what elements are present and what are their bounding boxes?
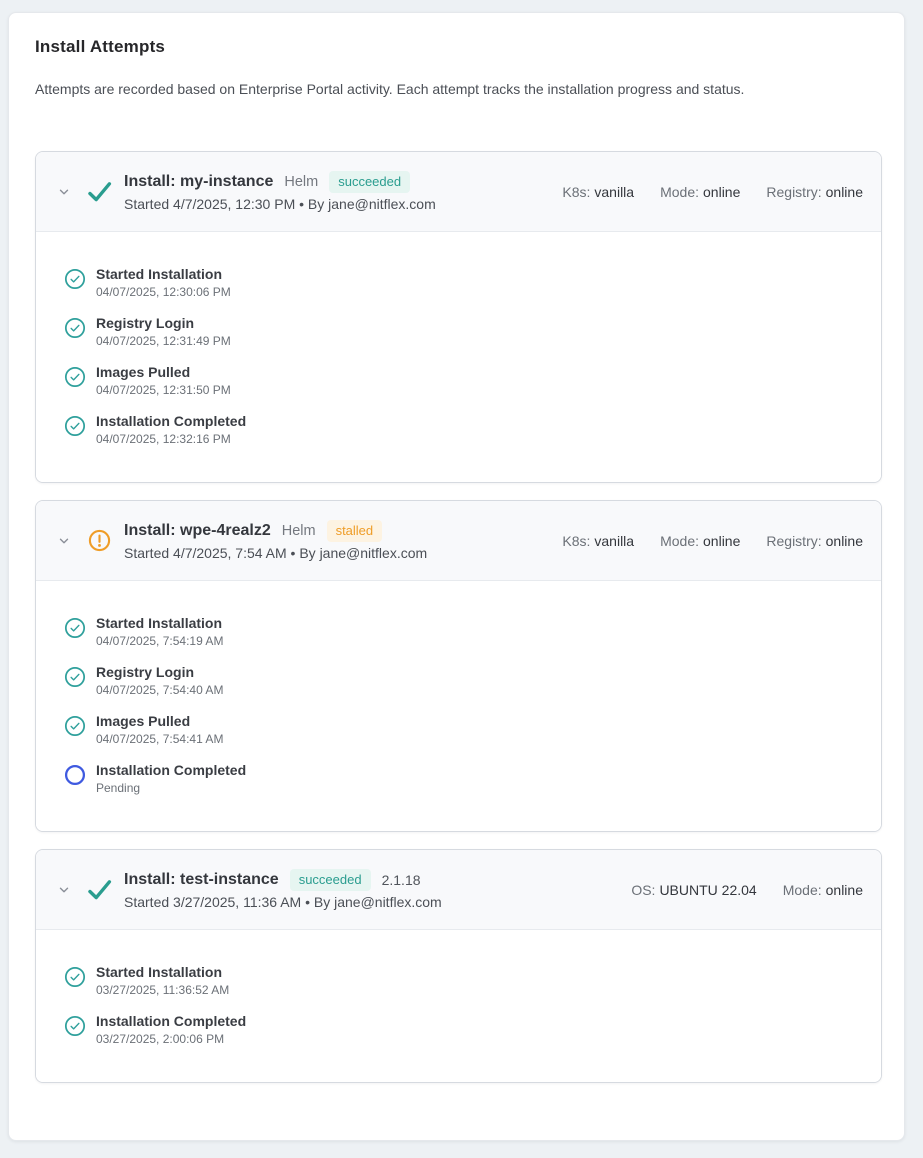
- attempt-header-left: [56, 869, 442, 910]
- step-time: 03/27/2025, 11:36:52 AM: [96, 983, 230, 997]
- attempt-title: Install: wpe-4realz2: [124, 522, 271, 539]
- meta-value: online: [825, 881, 863, 898]
- step-label: Installation Completed: [96, 1013, 247, 1029]
- attempt-method: Helm: [284, 174, 319, 190]
- step-text: [96, 964, 229, 997]
- meta-pair: [562, 184, 634, 200]
- step-time: 03/27/2025, 2:00:06 PM: [96, 1032, 225, 1046]
- step-text: [96, 762, 246, 795]
- timeline-step: [64, 762, 853, 795]
- timeline-step: [64, 713, 853, 746]
- step-label: Started Installation: [96, 266, 223, 282]
- meta-value: online: [825, 532, 863, 549]
- attempt-subtitle: Started 3/27/2025, 11:36 AM • By jane@nitflex.com: [124, 893, 442, 910]
- timeline-step: [64, 413, 853, 446]
- attempt-title-row: [124, 520, 427, 542]
- step-label: Started Installation: [96, 615, 223, 631]
- step-done-icon: [64, 1015, 86, 1037]
- attempt-title-block: [124, 171, 436, 212]
- attempt-title: Install: test-instance: [124, 871, 279, 888]
- attempt-header[interactable]: [36, 501, 881, 581]
- step-label: Started Installation: [96, 964, 223, 980]
- meta-label: Mode:: [660, 183, 700, 200]
- attempt-timeline: [36, 581, 881, 831]
- attempt-header-left: [56, 520, 427, 561]
- chevron-down-icon[interactable]: [56, 882, 72, 898]
- timeline-step: [64, 964, 853, 997]
- meta-label: Registry:: [766, 532, 822, 549]
- step-done-icon: [64, 268, 86, 290]
- install-attempt-card: [35, 849, 882, 1083]
- step-done-icon: [64, 715, 86, 737]
- meta-label: Mode:: [660, 532, 700, 549]
- step-label: Registry Login: [96, 664, 195, 680]
- step-time: 04/07/2025, 12:31:50 PM: [96, 383, 231, 397]
- page-title: Install Attempts: [35, 37, 166, 56]
- meta-label: K8s:: [562, 532, 591, 549]
- step-text: [96, 266, 231, 299]
- check-icon: [85, 876, 113, 904]
- meta-label: OS:: [631, 881, 656, 898]
- step-pending-icon: [64, 764, 86, 786]
- step-done-icon: [64, 666, 86, 688]
- timeline-step: [64, 266, 853, 299]
- step-label: Installation Completed: [96, 413, 247, 429]
- step-text: [96, 664, 223, 697]
- attempt-subtitle: Started 4/7/2025, 12:30 PM • By jane@nitflex.com: [124, 195, 436, 212]
- page-description: Attempts are recorded based on Enterprise Portal activity. Each attempt tracks the installation progress and status.: [35, 81, 745, 97]
- install-attempt-card: [35, 151, 882, 483]
- step-time: 04/07/2025, 7:54:19 AM: [96, 634, 224, 648]
- step-text: [96, 315, 231, 348]
- attempt-title: Install: my-instance: [124, 173, 274, 190]
- meta-label: Registry:: [766, 183, 822, 200]
- status-badge: succeeded: [329, 171, 410, 193]
- step-time: 04/07/2025, 12:32:16 PM: [96, 432, 231, 446]
- attempt-meta: [615, 882, 863, 898]
- attempt-title-row: [124, 869, 442, 891]
- meta-pair: [660, 184, 740, 200]
- step-text: [96, 713, 223, 746]
- step-done-icon: [64, 617, 86, 639]
- step-done-icon: [64, 317, 86, 339]
- chevron-down-icon[interactable]: [56, 533, 72, 549]
- status-badge: stalled: [327, 520, 383, 542]
- meta-value: online: [703, 183, 741, 200]
- step-done-icon: [64, 415, 86, 437]
- step-label: Images Pulled: [96, 713, 191, 729]
- attempt-header[interactable]: [36, 152, 881, 232]
- attempt-title-block: [124, 520, 427, 561]
- attempt-meta: [546, 184, 863, 200]
- step-time: Pending: [96, 781, 141, 795]
- attempt-version: 2.1.18: [381, 872, 421, 888]
- meta-pair: [562, 533, 634, 549]
- meta-pair: [766, 184, 863, 200]
- alert-circle-icon: [85, 527, 113, 555]
- meta-pair: [783, 882, 863, 898]
- meta-value: vanilla: [594, 183, 635, 200]
- attempt-title-row: [124, 171, 436, 193]
- attempt-header-left: [56, 171, 436, 212]
- install-attempt-card: [35, 500, 882, 832]
- meta-pair: [660, 533, 740, 549]
- step-time: 04/07/2025, 12:30:06 PM: [96, 285, 231, 299]
- meta-pair: [631, 882, 756, 898]
- meta-value: vanilla: [594, 532, 635, 549]
- timeline-step: [64, 1013, 853, 1046]
- step-label: Images Pulled: [96, 364, 191, 380]
- attempt-meta: [546, 533, 863, 549]
- attempt-timeline: [36, 930, 881, 1082]
- step-text: [96, 615, 223, 648]
- timeline-step: [64, 315, 853, 348]
- step-text: [96, 413, 246, 446]
- chevron-down-icon[interactable]: [56, 184, 72, 200]
- step-time: 04/07/2025, 7:54:41 AM: [96, 732, 224, 746]
- meta-label: Mode:: [782, 881, 822, 898]
- step-done-icon: [64, 966, 86, 988]
- step-label: Registry Login: [96, 315, 195, 331]
- step-done-icon: [64, 366, 86, 388]
- status-badge: succeeded: [290, 869, 371, 891]
- step-time: 04/07/2025, 12:31:49 PM: [96, 334, 231, 348]
- attempt-timeline: [36, 232, 881, 482]
- step-label: Installation Completed: [96, 762, 247, 778]
- step-text: [96, 364, 231, 397]
- timeline-step: [64, 664, 853, 697]
- install-attempts-panel: [8, 12, 905, 1141]
- attempt-method: Helm: [281, 523, 316, 539]
- attempts-list: [35, 151, 882, 1083]
- attempt-title-block: [124, 869, 442, 910]
- attempt-header[interactable]: [36, 850, 881, 930]
- attempt-subtitle: Started 4/7/2025, 7:54 AM • By jane@nitflex.com: [124, 544, 428, 561]
- step-text: [96, 1013, 246, 1046]
- meta-label: K8s:: [562, 183, 591, 200]
- meta-value: online: [703, 532, 741, 549]
- meta-value: online: [825, 183, 863, 200]
- meta-value: UBUNTU 22.04: [659, 881, 757, 898]
- timeline-step: [64, 615, 853, 648]
- timeline-step: [64, 364, 853, 397]
- step-time: 04/07/2025, 7:54:40 AM: [96, 683, 224, 697]
- meta-pair: [766, 533, 863, 549]
- check-icon: [85, 178, 113, 206]
